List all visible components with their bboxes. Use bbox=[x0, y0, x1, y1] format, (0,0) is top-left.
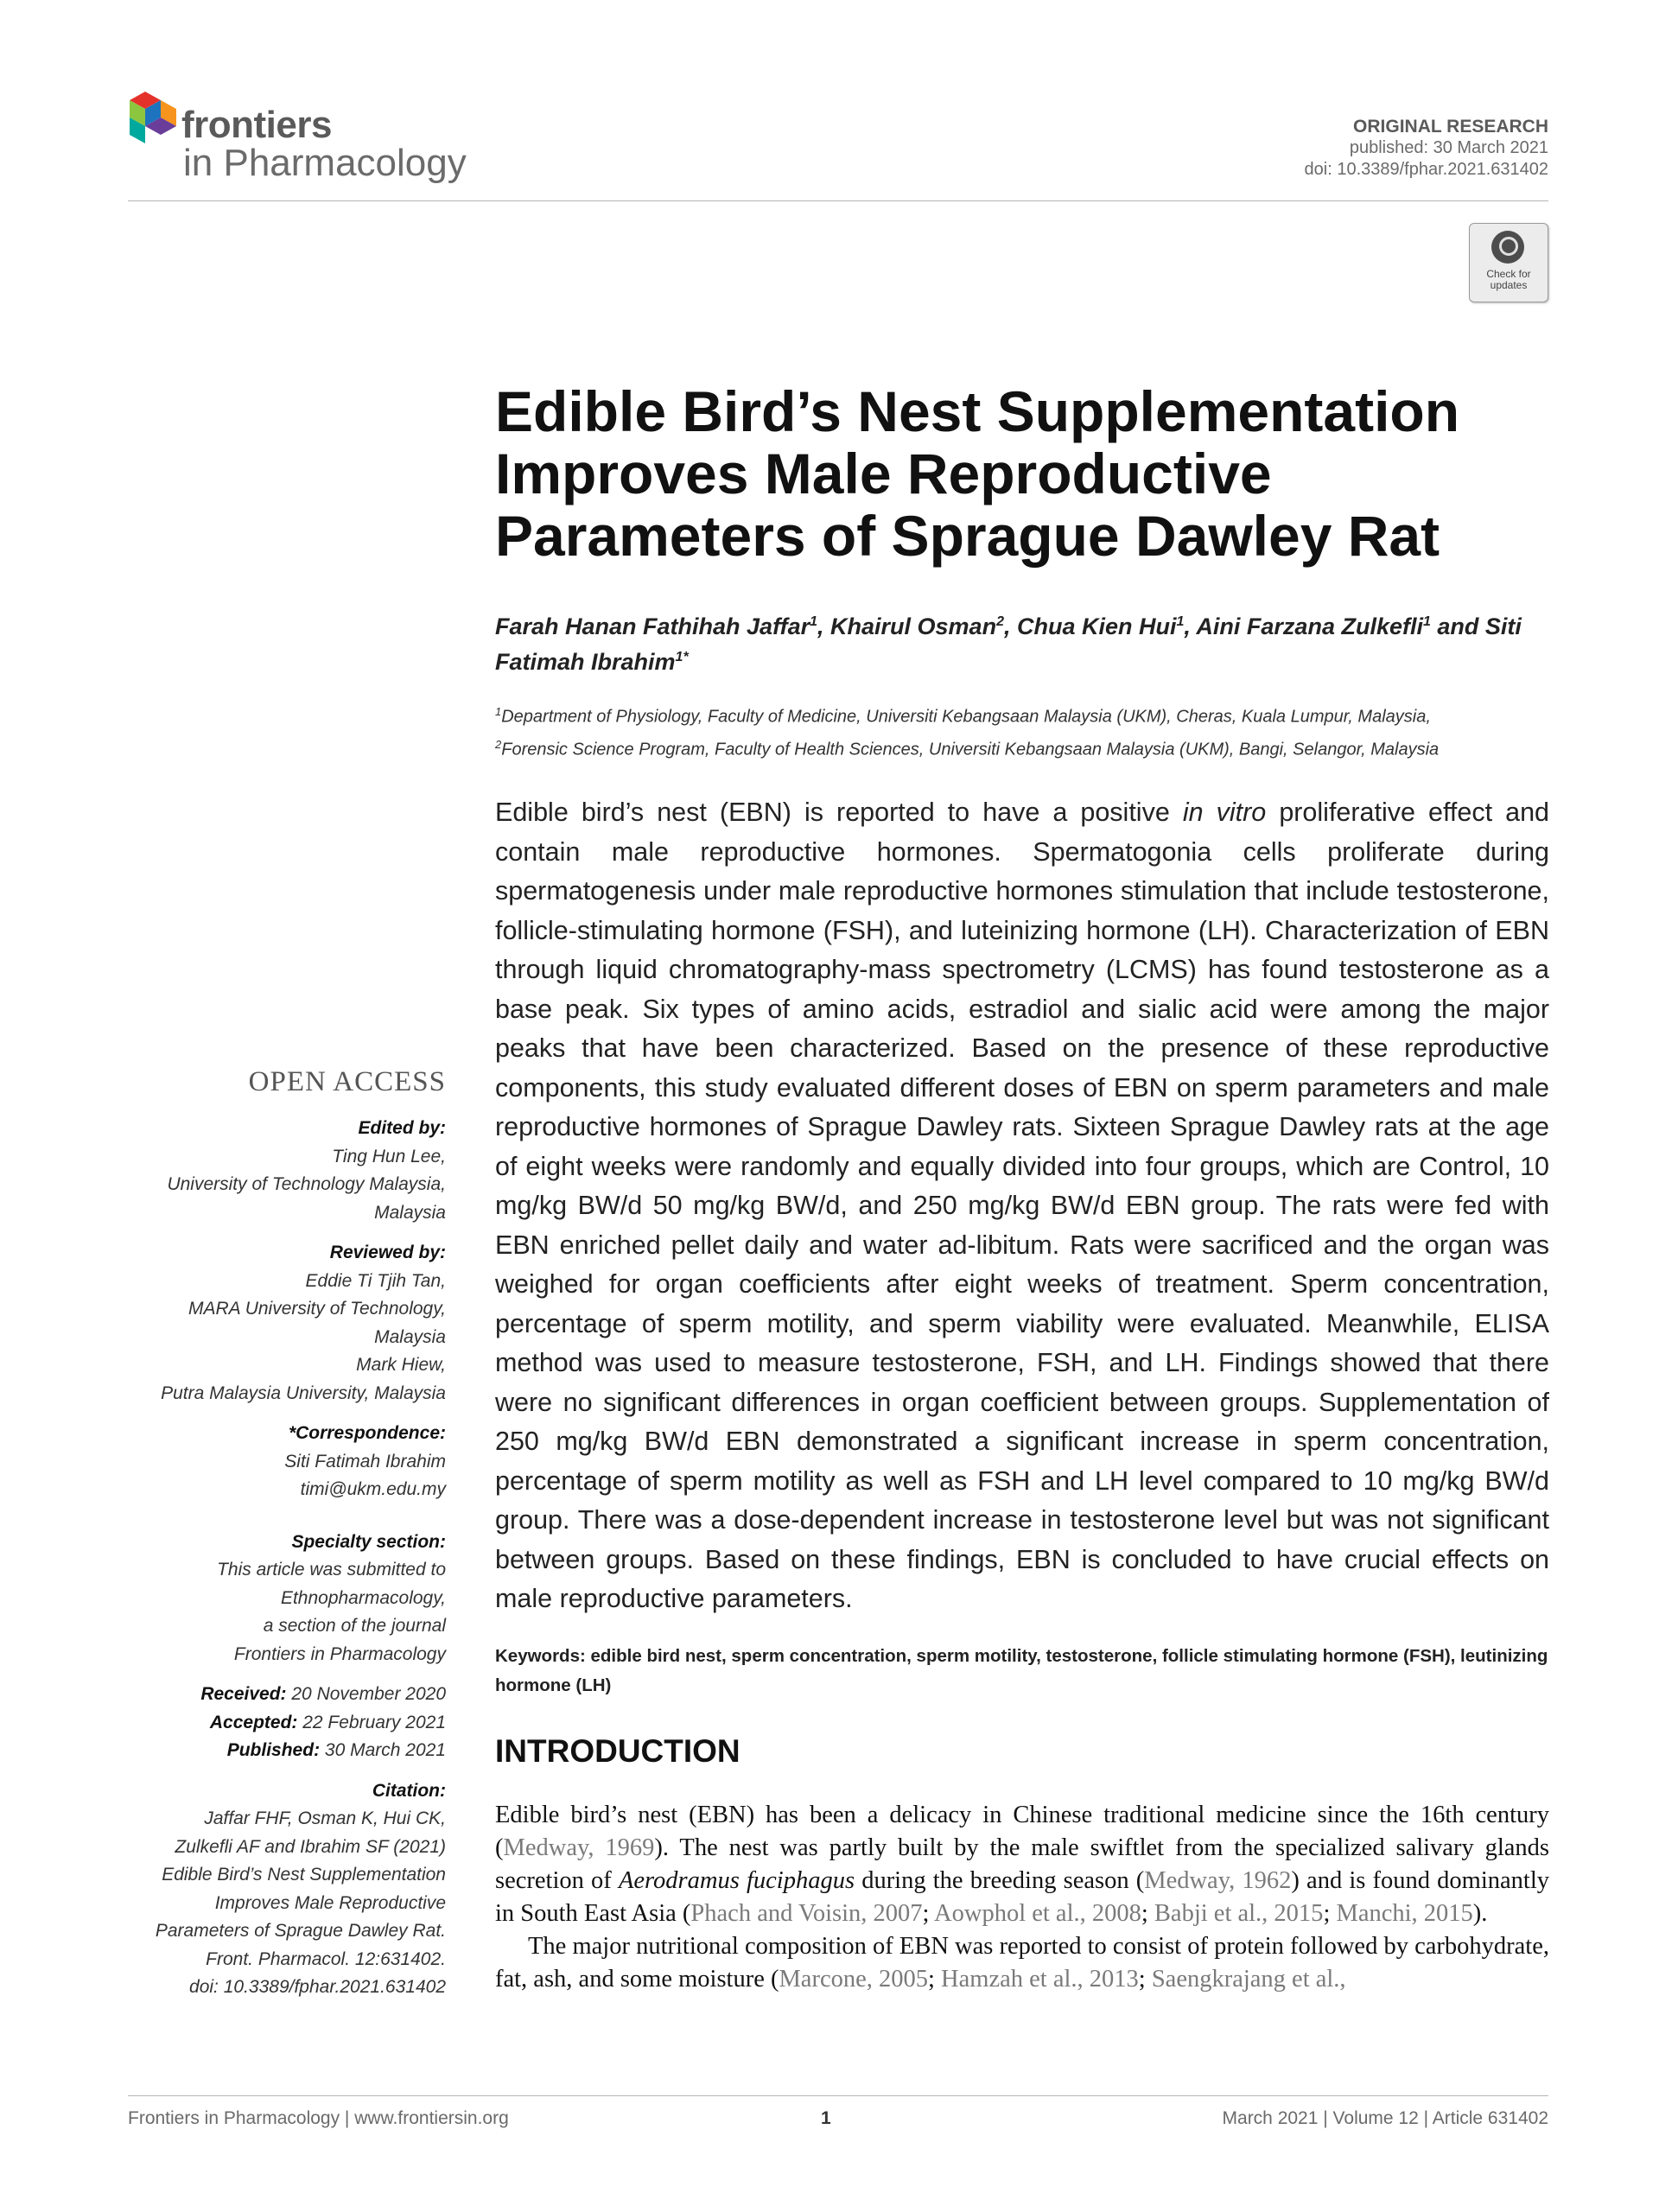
journal-name-line1: frontiers bbox=[181, 104, 332, 146]
species-name: Aerodramus fuciphagus bbox=[618, 1867, 855, 1894]
citation-line: Jaffar FHF, Osman K, Hui CK, bbox=[204, 1808, 446, 1828]
date-label: Published: bbox=[226, 1740, 321, 1760]
reference-link[interactable]: Aowphol et al., 2008 bbox=[934, 1900, 1141, 1927]
affiliations bbox=[495, 698, 1558, 763]
footer-issue-info: March 2021 | Volume 12 | Article 631402 bbox=[1222, 2108, 1548, 2128]
journal-name-line2: in Pharmacology bbox=[183, 142, 467, 184]
paragraph-text: ). bbox=[1472, 1900, 1488, 1927]
author-name[interactable]: Siti Fatimah Ibrahim bbox=[495, 613, 1522, 675]
citation-line: Improves Male Reproductive bbox=[214, 1892, 446, 1913]
edited-by-label: Edited by: bbox=[358, 1118, 446, 1138]
abstract-italic: in vitro bbox=[1182, 798, 1267, 827]
citation-line: Edible Bird’s Nest Supplementation bbox=[162, 1865, 446, 1885]
author-affiliation-marker: 1 bbox=[810, 614, 817, 629]
journal-logo[interactable] bbox=[128, 92, 491, 187]
date-label: Received: bbox=[200, 1684, 287, 1704]
affiliation-marker: 1 bbox=[495, 705, 502, 718]
citation-line: Zulkefli AF and Ibrahim SF (2021) bbox=[175, 1836, 446, 1857]
affiliation-text: Department of Physiology, Faculty of Medicine, Universiti Kebangsaan Malaysia (UKM), Cheras, Kuala Lumpur, Malaysia, bbox=[501, 707, 1431, 727]
author-name[interactable]: Aini Farzana Zulkefli bbox=[1196, 613, 1423, 639]
author-list bbox=[495, 607, 1558, 677]
paragraph-text: ; bbox=[1141, 1900, 1154, 1927]
citation-line: Front. Pharmacol. 12:631402. bbox=[206, 1948, 446, 1969]
citation-label: Citation: bbox=[372, 1780, 446, 1801]
specialty-section bbox=[83, 1529, 446, 1669]
reference-link[interactable]: Hamzah et al., 2013 bbox=[941, 1966, 1139, 1993]
correspondence-label: *Correspondence: bbox=[288, 1423, 446, 1443]
paragraph-text: The major nutritional composition of EBN was reported to consist of protein followed by carbohydrate, fat, ash, and some moisture ( bbox=[495, 1933, 1549, 1993]
correspondence-email[interactable]: timi@ukm.edu.my bbox=[300, 1479, 446, 1499]
reference-link[interactable]: Medway, 1962 bbox=[1144, 1867, 1292, 1894]
reviewed-by bbox=[83, 1239, 446, 1408]
author-affiliation-marker: 1 bbox=[1422, 614, 1431, 629]
check-for-updates-label: Check for updates bbox=[1486, 268, 1531, 291]
keywords-label: Keywords: bbox=[495, 1646, 586, 1666]
article-doi[interactable]: doi: 10.3389/fphar.2021.631402 bbox=[1304, 160, 1548, 179]
keywords-text: edible bird nest, sperm concentration, sperm motility, testosterone, follicle stimulating hormone (FSH), leutinizing hormone (LH) bbox=[495, 1646, 1548, 1695]
open-access-label: OPEN ACCESS bbox=[248, 1066, 446, 1097]
correspondence-line: Siti Fatimah Ibrahim bbox=[284, 1451, 446, 1471]
introduction-heading: INTRODUCTION bbox=[495, 1733, 741, 1769]
reference-link[interactable]: Babji et al., 2015 bbox=[1154, 1900, 1324, 1927]
specialty-section-label: Specialty section: bbox=[291, 1531, 446, 1552]
paragraph-text: Edible bird’s nest (EBN) has been a delicacy in Chinese traditional medicine since the 16th century ( bbox=[495, 1802, 1549, 1861]
crossmark-icon bbox=[1491, 231, 1524, 264]
keywords bbox=[495, 1642, 1549, 1700]
article-title: Edible Bird’s Nest Supplementation Improves Male Reproductive Parameters of Sprague Dawley Rat bbox=[495, 379, 1460, 568]
paragraph-text: ) and is found dominantly in South East Asia ( bbox=[495, 1867, 1549, 1927]
page-number: 1 bbox=[821, 2108, 831, 2128]
reference-link[interactable]: Marcone, 2005 bbox=[779, 1966, 928, 1993]
reviewed-by-label: Reviewed by: bbox=[329, 1243, 446, 1262]
abstract-text-1: Edible bird’s nest (EBN) is reported to have a positive bbox=[495, 798, 1183, 827]
paragraph-text: ; bbox=[1138, 1966, 1152, 1993]
check-for-updates-button[interactable] bbox=[1469, 223, 1548, 302]
article-dates bbox=[83, 1681, 446, 1765]
paragraph-text: ; bbox=[1323, 1900, 1337, 1927]
paragraph-text: ). The nest was partly built by the male swiftlet from the specialized salivary glands secretion of bbox=[495, 1834, 1550, 1894]
footer-divider bbox=[128, 2095, 1548, 2096]
date-row bbox=[83, 1709, 446, 1738]
author-name[interactable]: Farah Hanan Fathihah Jaffar bbox=[495, 613, 810, 639]
date-value: 22 February 2021 bbox=[297, 1712, 446, 1732]
citation-line: Parameters of Sprague Dawley Rat. bbox=[155, 1921, 446, 1941]
specialty-section-line: a section of the journal bbox=[263, 1616, 446, 1636]
paragraph-text: ; bbox=[928, 1966, 942, 1993]
author-separator: , bbox=[1003, 613, 1017, 639]
abstract bbox=[495, 793, 1549, 1619]
intro-paragraph-1 bbox=[495, 1799, 1549, 1930]
header-divider bbox=[128, 200, 1548, 201]
reviewed-by-line: Putra Malaysia University, Malaysia bbox=[161, 1382, 446, 1403]
reference-link[interactable]: Manchi, 2015 bbox=[1336, 1900, 1473, 1927]
article-type: ORIGINAL RESEARCH bbox=[1353, 117, 1548, 137]
paragraph-text: ; bbox=[922, 1900, 935, 1927]
affiliation bbox=[495, 698, 1558, 731]
article-sidebar bbox=[83, 1115, 446, 2014]
edited-by-line: Ting Hun Lee, bbox=[332, 1146, 446, 1166]
reviewed-by-line: MARA University of Technology, bbox=[188, 1299, 446, 1319]
article-header-info bbox=[1305, 116, 1548, 181]
citation-line: doi: 10.3389/fphar.2021.631402 bbox=[189, 1977, 446, 1997]
author-name[interactable]: Chua Kien Hui bbox=[1016, 613, 1177, 639]
reference-link[interactable]: Phach and Voisin, 2007 bbox=[690, 1900, 923, 1927]
correspondence bbox=[83, 1420, 446, 1504]
date-value: 30 March 2021 bbox=[320, 1740, 446, 1760]
date-value: 20 November 2020 bbox=[286, 1684, 446, 1704]
paragraph-text: during the breeding season ( bbox=[855, 1867, 1145, 1894]
author-affiliation-marker: 1* bbox=[675, 650, 689, 664]
author-affiliation-marker: 2 bbox=[996, 614, 1004, 629]
reference-link[interactable]: Saengkrajang et al., bbox=[1151, 1966, 1346, 1993]
specialty-section-line: Ethnopharmacology, bbox=[280, 1587, 446, 1608]
author-separator: , bbox=[1184, 613, 1197, 639]
date-label: Accepted: bbox=[209, 1712, 298, 1732]
date-row bbox=[83, 1737, 446, 1765]
author-name[interactable]: Khairul Osman bbox=[830, 613, 997, 639]
intro-paragraph-2 bbox=[495, 1930, 1549, 1996]
introduction-body bbox=[495, 1799, 1549, 1996]
reference-link[interactable]: Medway, 1969 bbox=[503, 1834, 655, 1861]
edited-by-line: University of Technology Malaysia, bbox=[167, 1174, 446, 1194]
date-row bbox=[83, 1681, 446, 1709]
author-separator: , bbox=[817, 613, 831, 639]
specialty-section-line: Frontiers in Pharmacology bbox=[233, 1643, 446, 1664]
author-affiliation-marker: 1 bbox=[1176, 614, 1185, 629]
affiliation-marker: 2 bbox=[495, 737, 502, 751]
author-separator: and bbox=[1430, 613, 1485, 639]
abstract-text-2: proliferative effect and contain male reproductive hormones. Spermatogonia cells proliferate during spermatogenesis under male reproductive hormones stimulation that include testosterone, follicle-stimulating hormone (FSH), and luteinizing hormone (LH). Characterization of EBN through liquid chromatography-mass spectrometry (LCMS) has found testosterone as a base peak. Six types of amino acids, estradiol and sialic acid were among the major peaks that have been characterized. Based on the presence of these reproductive components, this study evaluated different doses of EBN on sperm parameters and male reproductive hormones of Sprague Dawley rats. Sixteen Sprague Dawley rats at the age of eight weeks were randomly and equally divided into four groups, which are Control, 10 mg/kg BW/d 50 mg/kg BW/d, and 250 mg/kg BW/d EBN group. The rats were fed with EBN enriched pellet daily and water ad-libitum. Rats were sacrificed and the organ was weighed for organ coefficients after eight weeks of treatment. Sperm concentration, percentage of sperm motility, and sperm viability were evaluated. Meanwhile, ELISA method was used to measure testosterone, FSH, and LH. Findings showed that there were no significant differences in organ coefficient between groups. Supplementation of 250 mg/kg BW/d EBN demonstrated a significant increase in sperm concentration, percentage of sperm motility as well as FSH and LH level compared to 10 mg/kg BW/d group. There was a dose-dependent increase in testosterone level but was not significant between groups. Based on these findings, EBN is concluded to have crucial effects on male reproductive parameters. bbox=[495, 798, 1549, 1613]
specialty-section-line: This article was submitted to bbox=[217, 1560, 446, 1580]
reviewed-by-line: Eddie Ti Tjih Tan, bbox=[305, 1270, 446, 1291]
footer-journal-link[interactable]: Frontiers in Pharmacology | www.frontiersin.org bbox=[128, 2108, 509, 2128]
frontiers-logo-icon bbox=[128, 92, 180, 152]
reviewed-by-line: Malaysia bbox=[374, 1326, 446, 1347]
affiliation-text: Forensic Science Program, Faculty of Health Sciences, Universiti Kebangsaan Malaysia (UKM), Bangi, Selangor, Malaysia bbox=[501, 740, 1440, 760]
edited-by-line: Malaysia bbox=[374, 1202, 446, 1223]
citation bbox=[83, 1777, 446, 2002]
published-date: published: 30 March 2021 bbox=[1349, 138, 1548, 157]
affiliation bbox=[495, 731, 1558, 764]
edited-by bbox=[83, 1115, 446, 1227]
reviewed-by-line: Mark Hiew, bbox=[356, 1355, 446, 1375]
